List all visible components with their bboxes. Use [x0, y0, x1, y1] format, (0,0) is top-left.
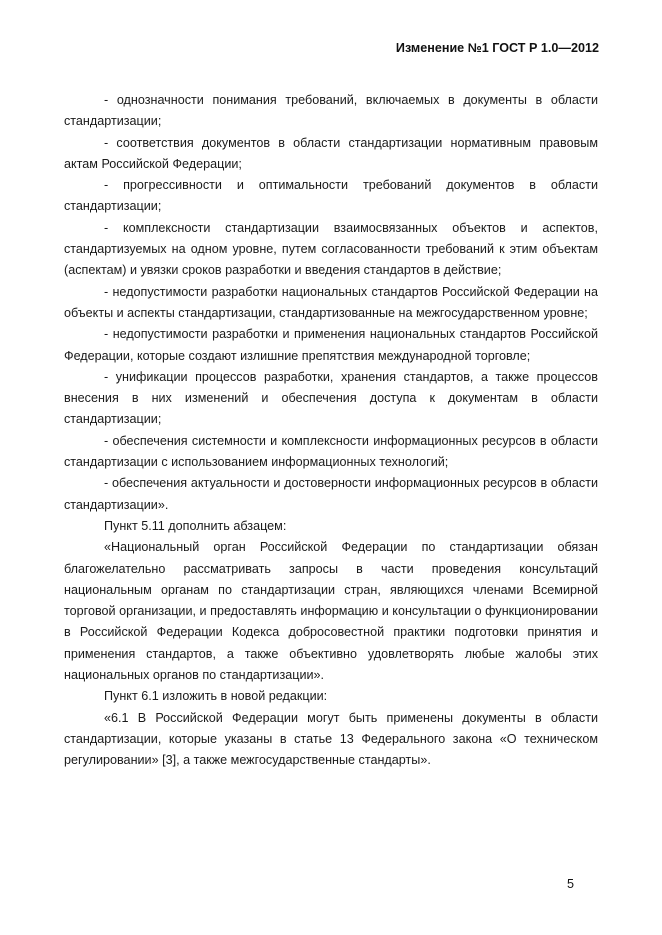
body-paragraph: - обеспечения актуальности и достоверности информационных ресурсов в области стандартизации». — [64, 476, 598, 512]
body-paragraph: - недопустимости разработки и применения национальных стандартов Российской Федерации, которые создают излишние препятствия международной торговле; — [64, 327, 598, 363]
body-paragraph: - соответствия документов в области стандартизации нормативным правовым актам Российской Федерации; — [64, 135, 598, 171]
body-paragraph: «6.1 В Российской Федерации могут быть применены документы в области стандартизации, которые указаны в статье 13 Федерального закона «О техническом регулировании» [3], а также межгосударственные стандарты». — [64, 710, 598, 768]
body-paragraph: - прогрессивности и оптимальности требований документов в области стандартизации; — [64, 178, 598, 214]
body-paragraph: - комплексности стандартизации взаимосвязанных объектов и аспектов, стандартизуемых на одном уровне, путем согласованности требований к этим объектам (аспектам) и увязки сроков разработки и введения стандартов в действие; — [64, 220, 598, 278]
body-paragraph: Пункт 5.11 дополнить абзацем: — [104, 518, 287, 533]
body-paragraph: - унификации процессов разработки, хранения стандартов, а также процессов внесения в них изменений и обеспечения доступа к документам в области стандартизации; — [64, 369, 598, 427]
body-paragraph: «Национальный орган Российской Федерации по стандартизации обязан благожелательно рассматривать запросы в части проведения консультаций национальным органам по стандартизации стран, являющихся членами Всемирной торговой организации, и предоставлять информацию и консультации о функционировании в Российской Федерации Кодекса добросовестной практики подготовки принятия и применения стандартов, а также объективно удовлетворять любые жалобы этих национальных органов по стандартизации». — [64, 540, 598, 683]
page-header-title: Изменение №1 ГОСТ Р 1.0—2012 — [395, 41, 599, 55]
body-paragraph: - однозначности понимания требований, включаемых в документы в области стандартизации; — [64, 93, 598, 129]
page-number: 5 — [567, 877, 575, 891]
body-paragraph: - недопустимости разработки национальных стандартов Российской Федерации на объекты и аспекты стандартизации, стандартизованные на межгосударственном уровне; — [64, 284, 598, 320]
body-paragraph: Пункт 6.1 изложить в новой редакции: — [104, 689, 328, 704]
document-body — [64, 90, 598, 772]
body-paragraph: - обеспечения системности и комплексности информационных ресурсов в области стандартизации с использованием информационных технологий; — [64, 433, 598, 470]
